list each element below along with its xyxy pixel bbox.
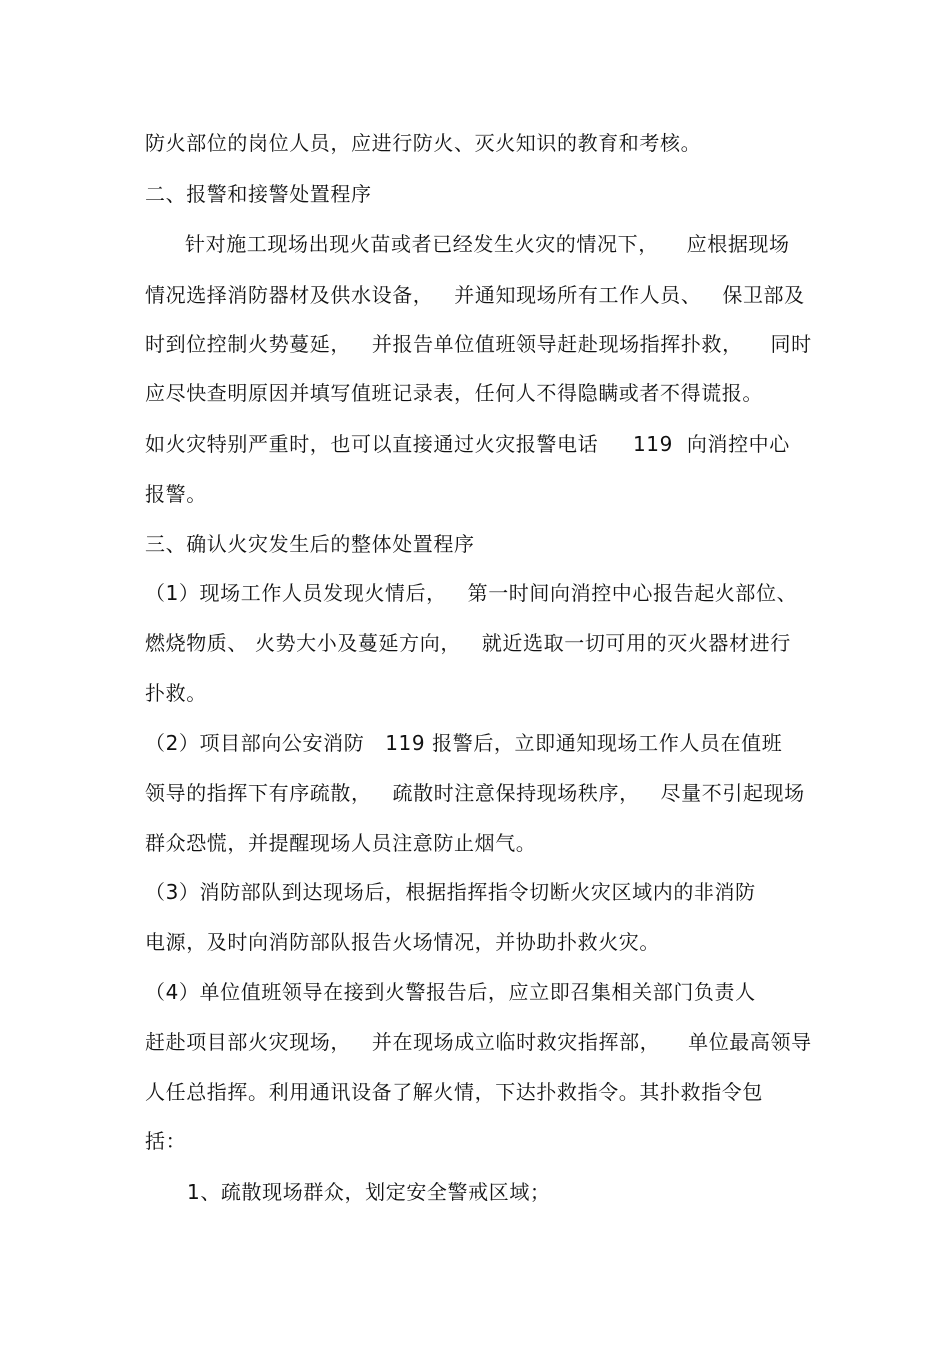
text-line: 如火灾特别严重时，也可以直接通过火灾报警电话 119 向消控中心 [145,432,790,456]
text-line: 领导的指挥下有序疏散， 疏散时注意保持现场秩序， 尽量不引起现场 [145,781,805,805]
text-line: 电源，及时向消防部队报告火场情况，并协助扑救火灾。 [145,930,660,954]
list-item: 1、疏散现场群众，划定安全警戒区域； [187,1180,551,1204]
text-line: 针对施工现场出现火苗或者已经发生火灾的情况下， 应根据现场 [185,232,790,256]
text-line: （4）单位值班领导在接到火警报告后，应立即召集相关部门负责人 [145,980,756,1004]
text-line: 防火部位的岗位人员，应进行防火、灭火知识的教育和考核。 [145,131,702,155]
text-line: 赶赴项目部火灾现场， 并在现场成立临时救灾指挥部， 单位最高领导 [145,1030,812,1054]
text-line: 时到位控制火势蔓延， 并报告单位值班领导赶赴现场指挥扑救， 同时 [145,332,812,356]
text-line: 应尽快查明原因并填写值班记录表，任何人不得隐瞒或者不得谎报。 [145,381,763,405]
text-line: （1）现场工作人员发现火情后， 第一时间向消控中心报告起火部位、 [145,581,798,605]
text-line: 扑救。 [145,681,207,705]
section-heading: 三、确认火灾发生后的整体处置程序 [145,532,475,556]
text-line: 人任总指挥。利用通讯设备了解火情，下达扑救指令。其扑救指令包 [145,1080,763,1104]
text-line: 报警。 [145,482,207,506]
section-heading: 二、报警和接警处置程序 [145,182,372,206]
text-line: 燃烧物质、 火势大小及蔓延方向， 就近选取一切可用的灭火器材进行 [145,631,791,655]
text-line: （3）消防部队到达现场后，根据指挥指令切断火灾区域内的非消防 [145,880,756,904]
text-line: 括： [145,1129,187,1153]
text-line: 群众恐慌，并提醒现场人员注意防止烟气。 [145,831,537,855]
text-line: （2）项目部向公安消防 119 报警后，立即通知现场工作人员在值班 [145,731,783,755]
text-line: 情况选择消防器材及供水设备， 并通知现场所有工作人员、 保卫部及 [145,283,805,307]
